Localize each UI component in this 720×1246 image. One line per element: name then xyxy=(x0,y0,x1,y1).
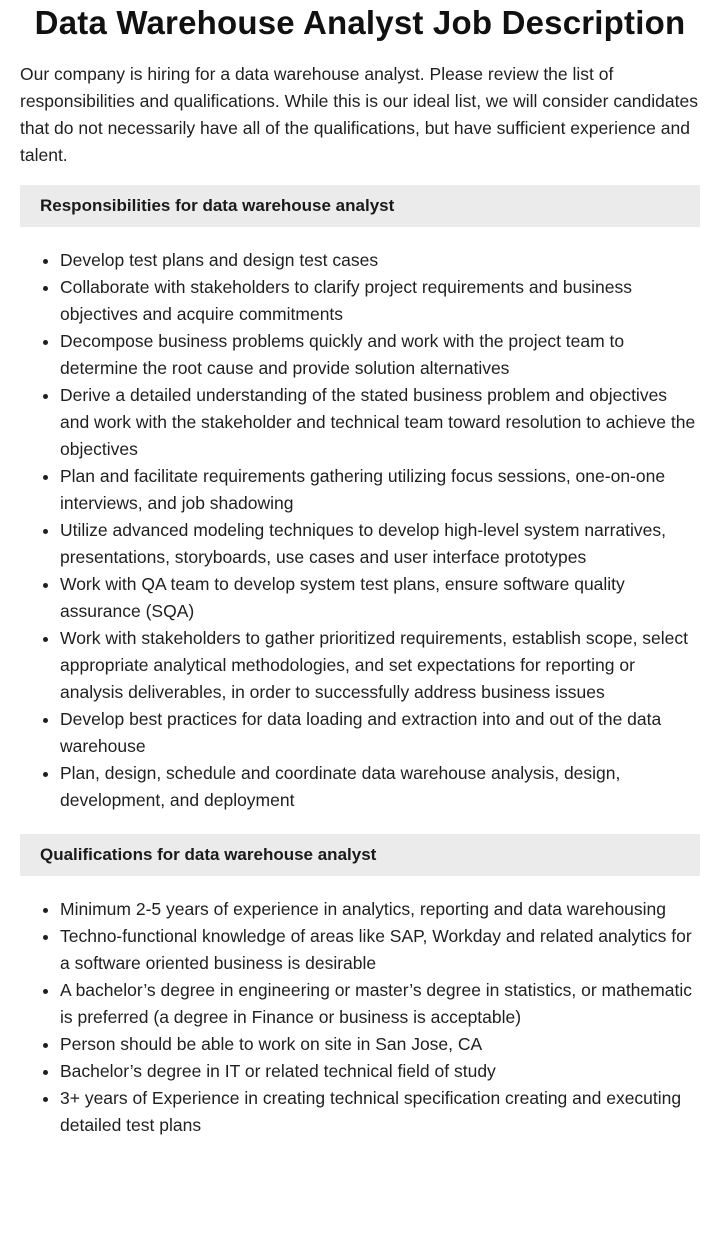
qualifications-heading: Qualifications for data warehouse analyst xyxy=(20,834,700,876)
list-item: • Techno-functional knowledge of areas like SAP, Workday and related analytics for a software oriented business is desirable xyxy=(60,923,700,977)
list-item: • Person should be able to work on site in San Jose, CA xyxy=(60,1031,700,1058)
responsibilities-heading: Responsibilities for data warehouse analyst xyxy=(20,185,700,227)
list-item: • Work with QA team to develop system test plans, ensure software quality assurance (SQA) xyxy=(60,571,700,625)
list-item: • Bachelor’s degree in IT or related technical field of study xyxy=(60,1058,700,1085)
list-item: • Decompose business problems quickly and work with the project team to determine the root cause and provide solution alternatives xyxy=(60,328,700,382)
page-title: Data Warehouse Analyst Job Description xyxy=(34,4,686,41)
list-item: • Utilize advanced modeling techniques to develop high-level system narratives, presentations, storyboards, use cases and user interface prototypes xyxy=(60,517,700,571)
list-item: • Plan, design, schedule and coordinate data warehouse analysis, design, development, and deployment xyxy=(60,760,700,814)
list-item: • A bachelor’s degree in engineering or master’s degree in statistics, or mathematic is preferred (a degree in Finance or business is acceptable) xyxy=(60,977,700,1031)
list-item: • Work with stakeholders to gather prioritized requirements, establish scope, select appropriate analytical methodologies, and set expectations for reporting or analysis deliverables, in order to successfully address business issues xyxy=(60,625,700,706)
list-item: • Collaborate with stakeholders to clarify project requirements and business objectives and acquire commitments xyxy=(60,274,700,328)
responsibilities-list xyxy=(20,247,700,814)
list-item: • Develop test plans and design test cases xyxy=(60,247,700,274)
list-item: • Plan and facilitate requirements gathering utilizing focus sessions, one-on-one interviews, and job shadowing xyxy=(60,463,700,517)
intro-paragraph: Our company is hiring for a data warehouse analyst. Please review the list of responsibilities and qualifications. While this is our ideal list, we will consider candidates that do not necessarily have all of the qualifications, but have sufficient experience and talent. xyxy=(20,64,698,165)
list-item: • Minimum 2-5 years of experience in analytics, reporting and data warehousing xyxy=(60,896,700,923)
list-item: • 3+ years of Experience in creating technical specification creating and executing detailed test plans xyxy=(60,1085,700,1139)
list-item: • Develop best practices for data loading and extraction into and out of the data warehouse xyxy=(60,706,700,760)
list-item: • Derive a detailed understanding of the stated business problem and objectives and work with the stakeholder and technical team toward resolution to achieve the objectives xyxy=(60,382,700,463)
qualifications-list xyxy=(20,896,700,1139)
